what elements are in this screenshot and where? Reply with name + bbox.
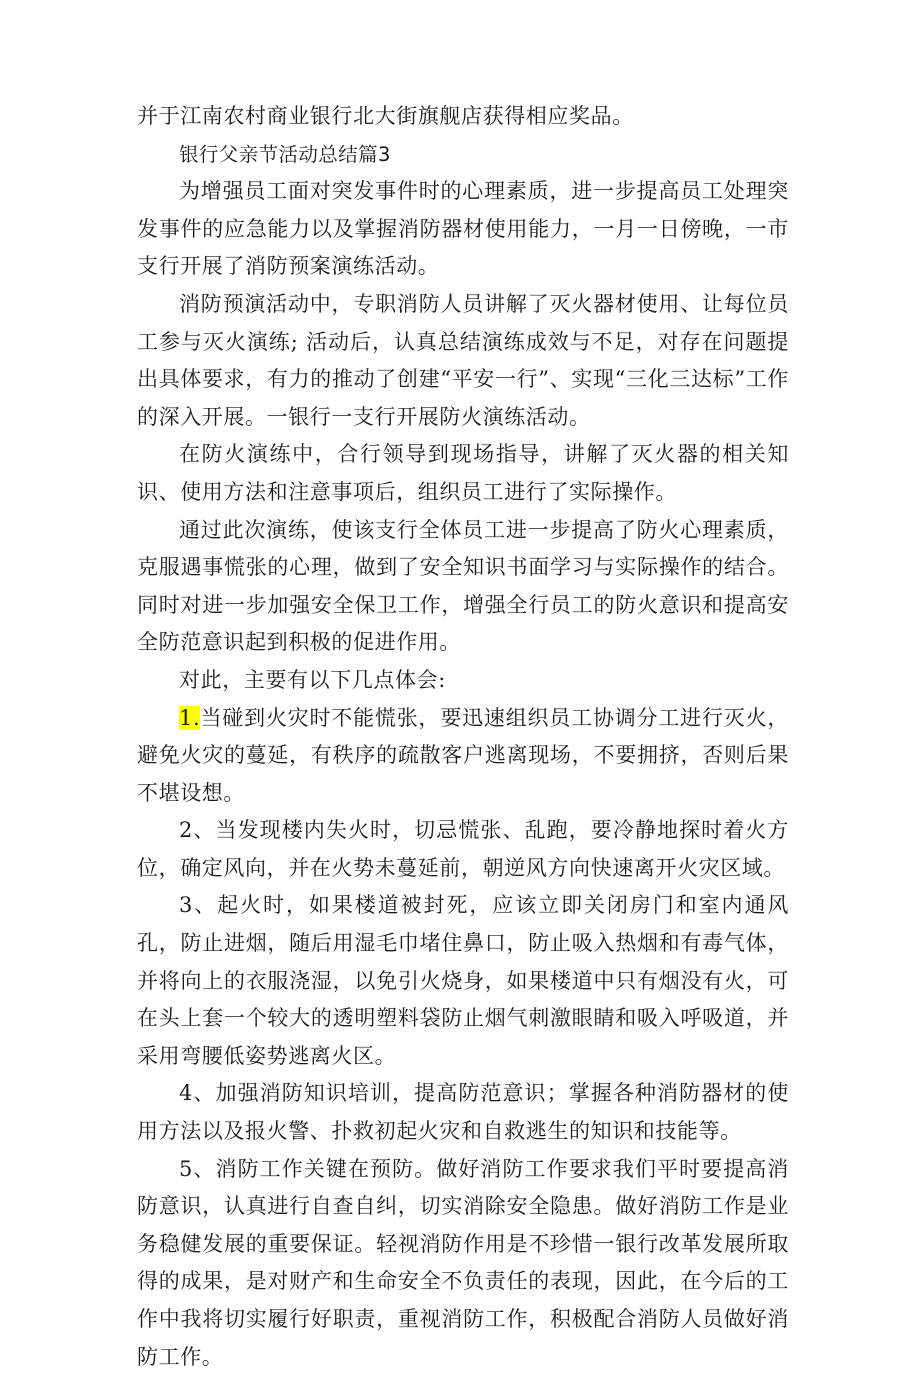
paragraph: 对此，主要有以下几点体会: <box>179 667 446 692</box>
list-item <box>137 700 789 813</box>
paragraph: 在防火演练中，合行领导到现场指导，讲解了灭火器的相关知识、使用方法和注意事项后，组织员工进行了实际操作。 <box>137 442 789 504</box>
list-item: 4、加强消防知识培训，提高防范意识；掌握各种消防器材的使用方法以及报火警、扑救初起火灾和自救逃生的知识和技能等。 <box>137 1081 789 1144</box>
paragraph-continuation: 并于江南农村商业银行北大街旗舰店获得相应奖品。 <box>137 104 634 128</box>
list-item: 5、消防工作关键在预防。做好消防工作要求我们平时要提高消防意识，认真进行自查自纠，切实消除安全隐患。做好消防工作是业务稳健发展的重要保证。轻视消防作用是不珍惜一银行改革发展所取得的成果，是对财产和生命安全不负责任的表现，因此，在今后的工作中我将切实履行好职责，重视消防工作，积极配合消防人员做好消防工作。 <box>137 1156 789 1369</box>
document-body <box>137 98 789 1376</box>
highlighted-list-number: 1. <box>179 705 201 730</box>
section-heading: 银行父亲节活动总结篇3 <box>179 142 391 166</box>
list-item: 3、起火时，如果楼道被封死，应该立即关闭房门和室内通风孔，防止进烟，随后用湿毛巾堵住鼻口，防止吸入热烟和有毒气体，并将向上的衣服浇湿，以免引火烧身，如果楼道中只有烟没有火，可在头上套一个较大的透明塑料袋防止烟气刺激眼睛和吸入呼吸道，并采用弯腰低姿势逃离火区。 <box>137 893 789 1068</box>
paragraph: 通过此次演练，使该支行全体员工进一步提高了防火心理素质，克服遇事慌张的心理，做到了安全知识书面学习与实际操作的结合。同时对进一步加强安全保卫工作，增强全行员工的防火意识和提高安全防范意识起到积极的促进作用。 <box>137 517 789 655</box>
list-item: 2、当发现楼内失火时，切忌慌张、乱跑，要冷静地探时着火方位，确定风向，并在火势未蔓延前，朝逆风方向快速离开火灾区域。 <box>137 818 789 880</box>
paragraph: 为增强员工面对突发事件时的心理素质，进一步提高员工处理突发事件的应急能力以及掌握消防器材使用能力，一月一日傍晚，一市支行开展了消防预案演练活动。 <box>137 179 789 279</box>
paragraph: 消防预演活动中，专职消防人员讲解了灭火器材使用、让每位员工参与灭火演练; 活动后，认真总结演练成效与不足，对存在问题提出具体要求，有力的推动了创建“平安一行”、实现“三化三达标”工作的深入开展。一银行一支行开展防火演练活动。 <box>137 291 789 429</box>
list-item-text: 当碰到火灾时不能慌张，要迅速组织员工协调分工进行灭火，避免火灾的蔓延，有秩序的疏散客户逃离现场，不要拥挤，否则后果不堪设想。 <box>137 705 789 805</box>
